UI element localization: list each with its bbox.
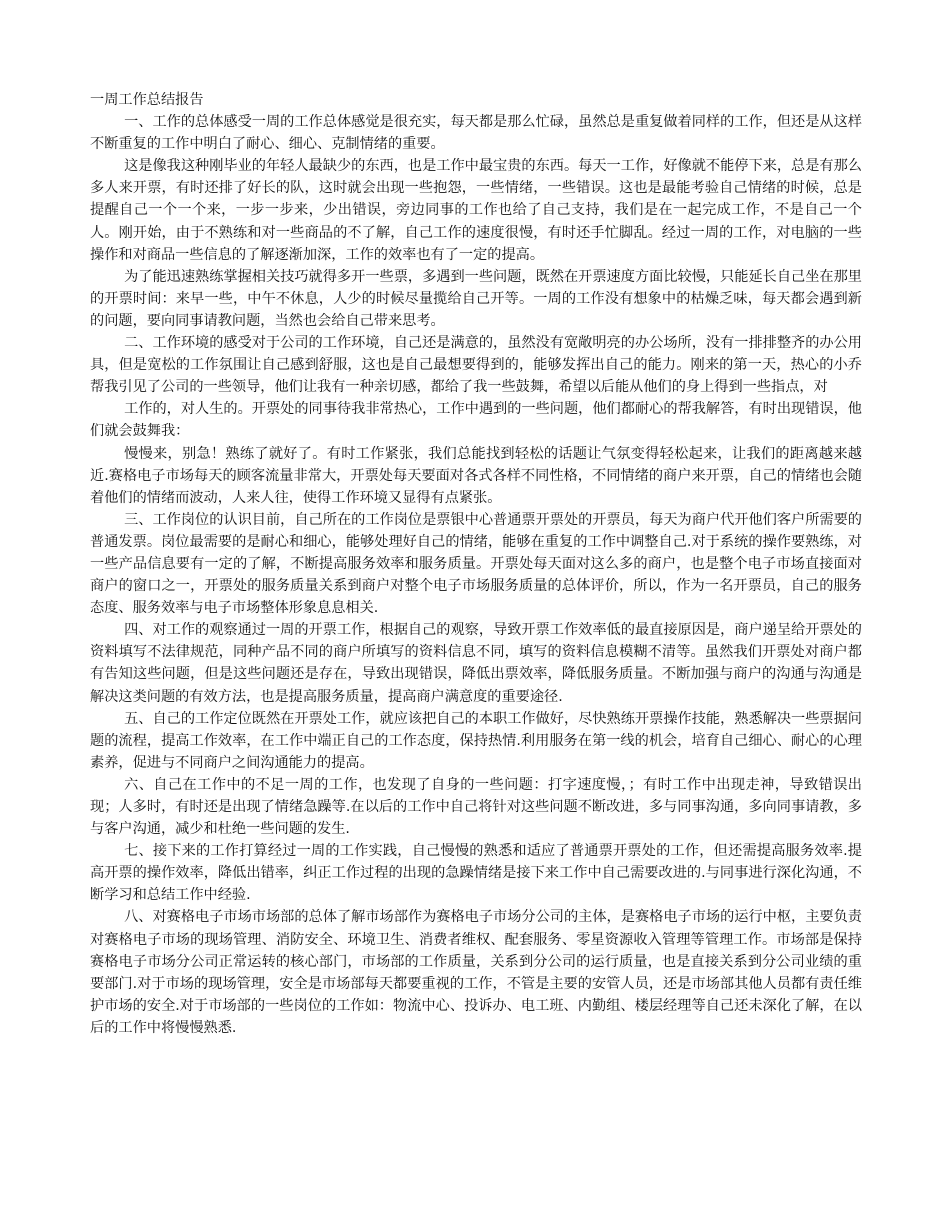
paragraph-6: 慢慢来，别急！熟练了就好了。有时工作紧张，我们总能找到轻松的话题让气氛变得轻松起来，让我们的距离越来越近.赛格电子市场每天的顾客流量非常大，开票处每天要面对各式各样不同性格，不同情绪的商户来开票，自己的情绪也会随着他们的情绪而波动，人来人往，使得工作环境又显得有点紧张。 <box>90 445 862 506</box>
paragraph-10: 六、自己在工作中的不足一周的工作，也发现了自身的一些问题：打字速度慢，；有时工作中出现走神，导致错误出现；人多时，有时还是出现了情绪急躁等.在以后的工作中自己将针对这些问题不断改进，多与同事沟通，多向同事请教，多与客户沟通，减少和杜绝一些问题的发生. <box>90 776 862 838</box>
paragraph-4: 二、工作环境的感受对于公司的工作环境，自己还是满意的，虽然没有宽敞明亮的办公场所，没有一排排整齐的办公用具，但是宽松的工作氛围让自己感到舒服，这也是自己最想要得到的，能够发挥出自己的能力。刚来的第一天，热心的小乔帮我引见了公司的一些领导，他们让我有一种亲切感，都给了我一些鼓舞，希望以后能从他们的身上得到一些指点，对 <box>90 335 862 396</box>
paragraph-9: 五、自己的工作定位既然在开票处工作，就应该把自己的本职工作做好，尽快熟练开票操作技能，熟悉解决一些票据问题的流程，提高工作效率，在工作中端正自己的工作态度，保持热情.利用服务在第一线的机会，培育自己细心、耐心的心理素养，促进与不同商户之间沟通能力的提高。 <box>90 710 862 771</box>
document-title: 一周工作总结报告 <box>90 92 204 108</box>
document-body <box>90 89 862 1039</box>
paragraph-8: 四、对工作的观察通过一周的开票工作，根据自己的观察，导致开票工作效率低的最直接原因是，商户递呈给开票处的资料填写不法律规范，同种产品不同的商户所填写的资料信息不同，填写的资料信息模糊不清等。虽然我们开票处对商户都有告知这些问题，但是这些问题还是存在，导致出现错误，降低出票效率，降低服务质量。不断加强与商户的沟通与沟通是解决这类问题的有效方法，也是提高服务质量，提高商户满意度的重要途径. <box>90 622 862 705</box>
paragraph-1: 一、工作的总体感受一周的工作总体感觉是很充实，每天都是那么忙碌，虽然总是重复做着同样的工作，但还是从这样不断重复的工作中明白了耐心、细心、克制情绪的重要。 <box>90 114 862 153</box>
paragraph-12: 八、对赛格电子市场市场部的总体了解市场部作为赛格电子市场分公司的主体，是赛格电子市场的运行中枢，主要负责对赛格电子市场的现场管理、消防安全、环境卫生、消费者维权、配套服务、零星资源收入管理等管理工作。市场部是保持赛格电子市场分公司正常运转的核心部门，市场部的工作质量，关系到分公司的运行质量，也是直接关系到分公司业绩的重要部门.对于市场的现场管理，安全是市场部每天都要重视的工作，不管是主要的安管人员，还是市场部其他人员都有责任维护市场的安全.对于市场部的一些岗位的工作如：物流中心、投诉办、电工班、内勤组、楼层经理等自己还未深化了解，在以后的工作中将慢慢熟悉. <box>90 909 862 1036</box>
paragraph-11: 七、接下来的工作打算经过一周的工作实践，自己慢慢的熟悉和适应了普通票开票处的工作，但还需提高服务效率.提高开票的操作效率，降低出错率，纠正工作过程的出现的急躁情绪是接下来工作中自己需要改进的.与同事进行深化沟通，不断学习和总结工作中经验. <box>90 843 862 904</box>
paragraph-2: 这是像我这种刚毕业的年轻人最缺少的东西，也是工作中最宝贵的东西。每天一工作，好像就不能停下来，总是有那么多人来开票，有时还排了好长的队，这时就会出现一些抱怨，一些情绪，一些错误。这也是最能考验自己情绪的时候，总是提醒自己一个一个来，一步一步来，少出错误，旁边同事的工作也给了自己支持，我们是在一起完成工作，不是自己一个人。刚开始，由于不熟练和对一些商品的不了解，自己工作的速度很慢，有时还手忙脚乱。经过一周的工作，对电脑的一些操作和对商品一些信息的了解逐渐加深，工作的效率也有了一定的提高。 <box>90 158 862 263</box>
paragraph-7: 三、工作岗位的认识目前，自己所在的工作岗位是票银中心普通票开票处的开票员，每天为商户代开他们客户所需要的普通发票。岗位最需要的是耐心和细心，能够处理好自己的情绪，能够在重复的工作中调整自己.对于系统的操作要熟练，对一些产品信息要有一定的了解，不断提高服务效率和服务质量。开票处每天面对这么多的商户，也是整个电子市场直接面对商户的窗口之一，开票处的服务质量关系到商户对整个电子市场服务质量的总体评价，所以，作为一名开票员，自己的服务态度、服务效率与电子市场整体形象息息相关. <box>90 511 862 617</box>
paragraph-3: 为了能迅速熟练掌握相关技巧就得多开一些票，多遇到一些问题，既然在开票速度方面比较慢，只能延长自己坐在那里的开票时间：来早一些，中午不休息，人少的时候尽量揽给自己开等。一周的工作没有想象中的枯燥乏味，每天都会遇到新的问题，要向同事请教问题，当然也会给自己带来思考。 <box>90 268 862 329</box>
paragraph-5: 工作的，对人生的。开票处的同事待我非常热心，工作中遇到的一些问题，他们都耐心的帮我解答，有时出现错误，他们就会鼓舞我： <box>90 401 862 440</box>
